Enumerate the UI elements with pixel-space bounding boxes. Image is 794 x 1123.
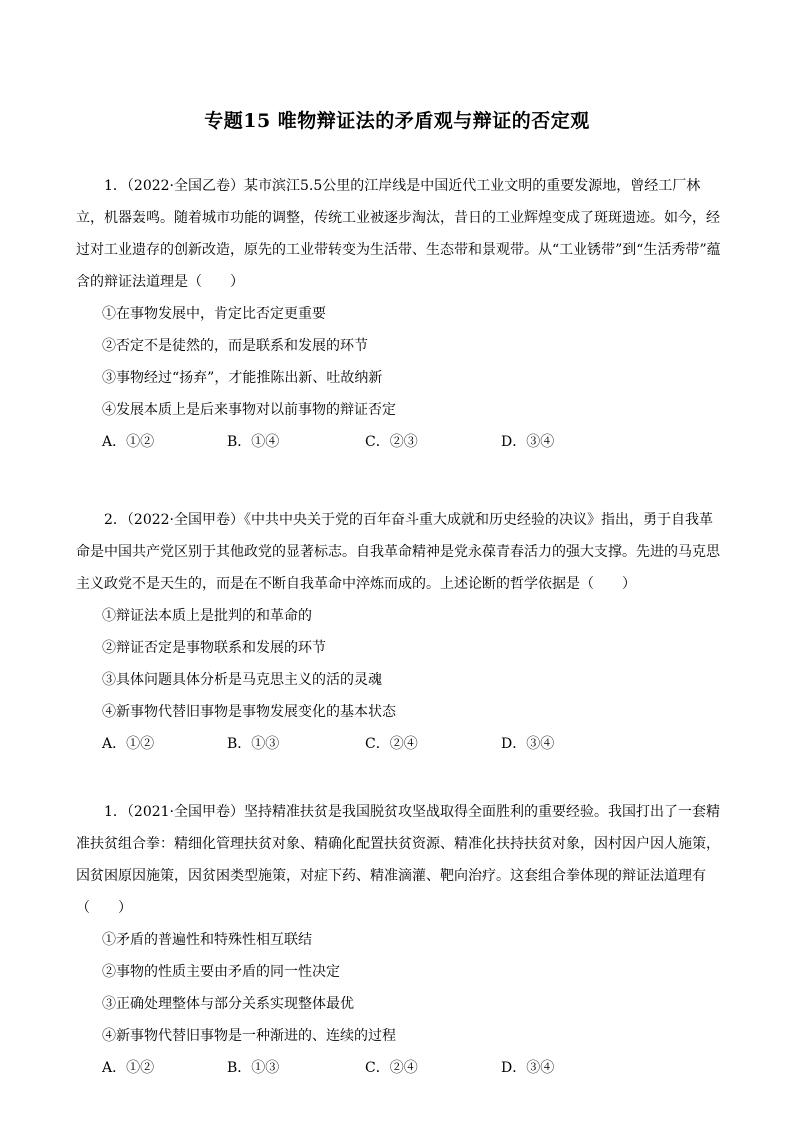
choice-b[interactable]: B．①④ [227,434,280,450]
statement-2: ②事物的性质主要由矛盾的同一性决定 [102,964,340,980]
choice-a[interactable]: A．①② [102,1060,155,1076]
choice-c[interactable]: C．②③ [365,434,418,450]
choice-c[interactable]: C．②④ [365,736,418,752]
statement-4: ④发展本质上是后来事物对以前事物的辩证否定 [102,402,396,418]
page-title: 专题15 唯物辩证法的矛盾观与辩证的否定观 [204,110,590,132]
question-3 [76,796,724,1084]
statement-4: ④新事物代替旧事物是事物发展变化的基本状态 [102,704,396,720]
statement-3: ③正确处理整体与部分关系实现整体最优 [102,996,354,1012]
statement-2: ②辩证否定是事物联系和发展的环节 [102,640,326,656]
question-1 [76,170,724,458]
choice-c[interactable]: C．②④ [365,1060,418,1076]
statement-1: ①矛盾的普遍性和特殊性相互联结 [102,932,312,948]
choice-b[interactable]: B．①③ [227,1060,280,1076]
answer-choices [76,426,724,458]
statement-3: ③具体问题具体分析是马克思主义的活的灵魂 [102,672,382,688]
choice-d[interactable]: D．③④ [501,434,555,450]
answer-choices [76,1052,724,1084]
choice-b[interactable]: B．①③ [227,736,280,752]
statement-1: ①辩证法本质上是批判的和革命的 [102,608,312,624]
choice-d[interactable]: D．③④ [501,1060,555,1076]
statement-2: ②否定不是徒然的，而是联系和发展的环节 [102,338,368,354]
choice-a[interactable]: A．①② [102,434,155,450]
answer-choices [76,728,724,760]
question-2 [76,504,724,760]
question-stem: 1．（2021·全国甲卷）坚持精准扶贫是我国脱贫攻坚战取得全面胜利的重要经验。我国打出了一套精准扶贫组合拳：精细化管理扶贫对象、精确化配置扶贫资源、精准化扶持扶贫对象，因村因户因人施策，因贫困原因施策，因贫困类型施策，对症下药、精准滴灌、靶向治疗。这套组合拳体现的辩证法道理有（ ） [76,804,720,916]
statement-3: ③事物经过“扬弃”，才能推陈出新、吐故纳新 [102,370,383,386]
choice-a[interactable]: A．①② [102,736,155,752]
statement-1: ①在事物发展中，肯定比否定更重要 [102,306,326,322]
choice-d[interactable]: D．③④ [501,736,555,752]
question-stem: 2．（2022·全国甲卷）《中共中央关于党的百年奋斗重大成就和历史经验的决议》指出，勇于自我革命是中国共产党区别于其他政党的显著标志。自我革命精神是党永葆青春活力的强大支撑。先进的马克思主义政党不是天生的，而是在不断自我革命中淬炼而成的。上述论断的哲学依据是（ ） [76,512,720,592]
question-stem: 1．（2022·全国乙卷）某市滨江5.5公里的江岸线是中国近代工业文明的重要发源地，曾经工厂林立，机器轰鸣。随着城市功能的调整，传统工业被逐步淘汰，昔日的工业辉煌变成了斑斑遗迹。如今，经过对工业遗存的创新改造，原先的工业带转变为生活带、生态带和景观带。从“工业锈带”到“生活秀带”蕴含的辩证法道理是（ ） [76,178,721,290]
statement-4: ④新事物代替旧事物是一种渐进的、连续的过程 [102,1028,396,1044]
